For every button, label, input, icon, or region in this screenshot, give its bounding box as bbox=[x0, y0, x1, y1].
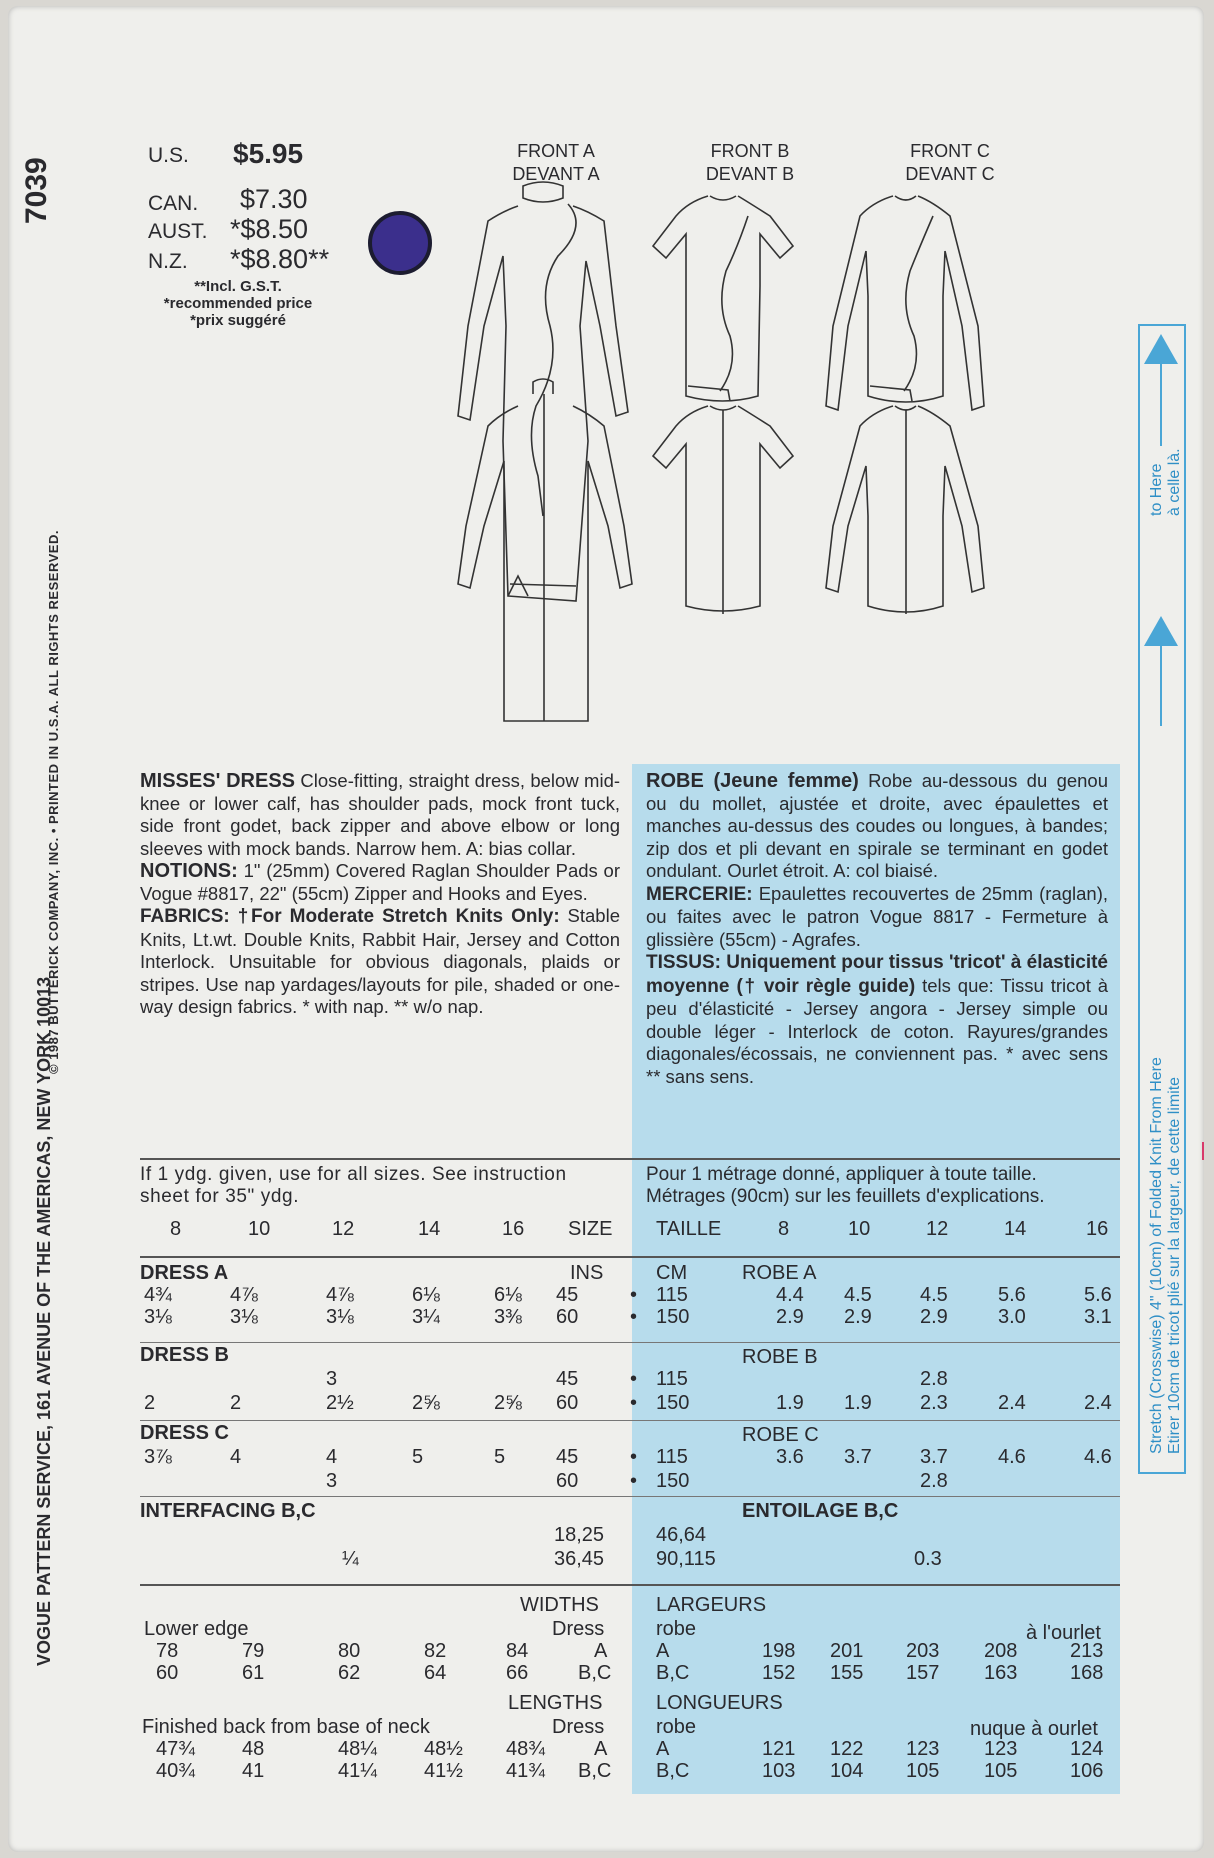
widths-cm-cell: 213 bbox=[1070, 1640, 1104, 1662]
stretch-instruction: Stretch (Crosswise) 4" (10cm) of Folded Knit From Here Etirer 10cm de tricot plié sur la largeur, de cette limite bbox=[1148, 1057, 1183, 1454]
dress_c-m-cell: 4.6 bbox=[1084, 1446, 1112, 1468]
lengths-cm-cell: 123 bbox=[984, 1738, 1018, 1760]
lengths-cm-cell: 123 bbox=[906, 1738, 940, 1760]
taille-8: 8 bbox=[778, 1218, 790, 1240]
taille-label: TAILLE bbox=[656, 1218, 722, 1240]
dress_c-yd-cell: 5 bbox=[412, 1446, 424, 1468]
dress_a-yd-cell: 4⅞ bbox=[230, 1284, 258, 1306]
price-can: $7.30 bbox=[240, 184, 308, 214]
dress_b-m-cell: 2.3 bbox=[920, 1392, 948, 1414]
row-bullet: • bbox=[630, 1470, 638, 1492]
size-14: 14 bbox=[418, 1218, 441, 1240]
widths-cm-cell: 152 bbox=[762, 1662, 796, 1684]
largeurs-sub: à l'ourlet bbox=[1026, 1622, 1101, 1644]
widths-cm-cell: 198 bbox=[762, 1640, 796, 1662]
widths-in-cell: 62 bbox=[338, 1662, 361, 1684]
dress-c-label: DRESS C bbox=[140, 1422, 229, 1444]
stretch-to-here: to Here à celle là. bbox=[1148, 448, 1183, 516]
dress-b-front-drawing bbox=[653, 196, 793, 401]
interfacing-yd: ¼ bbox=[342, 1548, 359, 1570]
cm-label: CM bbox=[656, 1262, 688, 1284]
dress_a-m-cell: 3.1 bbox=[1084, 1306, 1112, 1328]
dress_b-yd-cell: 2½ bbox=[326, 1392, 354, 1414]
view-label-b: FRONT B DEVANT B bbox=[705, 141, 795, 184]
lengths-cm-cell: 106 bbox=[1070, 1760, 1104, 1782]
dress_a-yd-cell: 4¾ bbox=[144, 1284, 172, 1306]
dress-a-back-drawing bbox=[458, 379, 632, 721]
dress-a-front-drawing bbox=[458, 182, 628, 601]
dress_c-yd-cell: 5 bbox=[494, 1446, 506, 1468]
dress-b-label: DRESS B bbox=[140, 1344, 229, 1366]
dress_a-m-cell: 3.0 bbox=[998, 1306, 1026, 1328]
dress_a-m-cell: 5.6 bbox=[1084, 1284, 1112, 1306]
dress_a-cm-cell: 150 bbox=[656, 1306, 690, 1328]
rule-c bbox=[140, 1496, 1120, 1497]
yardage-note-fr: Pour 1 métrage donné, appliquer à toute taille. Métrages (90cm) sur les feuillets d'explications. bbox=[646, 1164, 1045, 1207]
dress_c-m-cell: 3.6 bbox=[776, 1446, 804, 1468]
lengths-in-cell: 40¾ bbox=[156, 1760, 195, 1782]
lengths-cm-cell: 105 bbox=[906, 1760, 940, 1782]
lengths-in-cell: 48 bbox=[242, 1738, 265, 1760]
dress_b-yd-cell: 2 bbox=[144, 1392, 156, 1414]
pattern-envelope-back bbox=[8, 6, 1204, 1852]
dress_a-ins-cell: 45 bbox=[556, 1284, 579, 1306]
taille-16: 16 bbox=[1086, 1218, 1109, 1240]
size-12: 12 bbox=[332, 1218, 355, 1240]
dress_b-cm-cell: 150 bbox=[656, 1392, 690, 1414]
lengths-view-cell: A bbox=[594, 1738, 608, 1760]
interfacing-label: INTERFACING B,C bbox=[140, 1500, 316, 1522]
dress_b-yd-cell: 2⅝ bbox=[412, 1392, 440, 1414]
price-us: $5.95 bbox=[233, 138, 304, 169]
widths-cm-cell: 163 bbox=[984, 1662, 1018, 1684]
dress_a-m-cell: 4.4 bbox=[776, 1284, 804, 1306]
rule-interfacing bbox=[140, 1584, 1120, 1586]
french-description: ROBE (Jeune femme) Robe au-dessous du genou ou du mollet, ajustée et droite, avec épaulettes et manches au-dessus des coudes ou longues, à bandes; zip dos et pli devant en spirale se terminant en godet ondulant. Ourlet étroit. A: col biaisé. MERCERIE: Epaulettes recouvertes de 25mm (raglan), ou faites avec le patron Vogue 8817 - Fermeture à glissière (55cm) - Agrafes. TISSUS: Uniquement pour tissus 'tricot' à élasticité moyenne († voir règle guide) tels que: Tissu tricot à peu d'élasticité - Jersey angora - Jersey simple ou double léger - Interlock de coton. Rayures/grandes diagonales/écossais, ne conviennent pas. * avec sens ** sans sens. bbox=[646, 770, 1109, 1087]
dress_b-yd-cell: 2 bbox=[230, 1392, 242, 1414]
lengths-sub: Finished back from base of neck bbox=[142, 1716, 430, 1738]
widths-dress: Dress bbox=[552, 1618, 605, 1640]
row-bullet: • bbox=[630, 1368, 638, 1390]
price-aust-label: AUST. bbox=[148, 220, 208, 243]
widths-view-cell: B,C bbox=[578, 1662, 612, 1684]
longueurs-sub: nuque à ourlet bbox=[970, 1718, 1098, 1740]
dress_a-yd-cell: 3⅛ bbox=[144, 1306, 172, 1328]
interfacing-m: 0.3 bbox=[914, 1548, 942, 1570]
dress_a-cm-cell: 115 bbox=[656, 1284, 688, 1306]
dress_c-cm-cell: 115 bbox=[656, 1446, 688, 1468]
taille-10: 10 bbox=[848, 1218, 871, 1240]
lengths-view-fr-cell: A bbox=[656, 1738, 670, 1760]
lengths-in-cell: 41¼ bbox=[338, 1760, 377, 1782]
arrow-up-icon bbox=[1144, 334, 1178, 364]
dress_b-m-cell: 2.4 bbox=[998, 1392, 1026, 1414]
widths-in-cell: 80 bbox=[338, 1640, 361, 1662]
dress_b-m-cell: 2.4 bbox=[1084, 1392, 1112, 1414]
dress_a-m-cell: 4.5 bbox=[920, 1284, 948, 1306]
lengths-in-cell: 48½ bbox=[424, 1738, 463, 1760]
dress_c-ins-cell: 45 bbox=[556, 1446, 579, 1468]
interfacing-ins-2: 36,45 bbox=[554, 1548, 605, 1570]
widths-cm-cell: 203 bbox=[906, 1640, 940, 1662]
dress_a-m-cell: 5.6 bbox=[998, 1284, 1026, 1306]
dress_a-yd-cell: 3⅛ bbox=[230, 1306, 258, 1328]
color-dot bbox=[368, 211, 432, 275]
widths-view-fr-cell: A bbox=[656, 1640, 670, 1662]
row-bullet: • bbox=[630, 1446, 638, 1468]
dress_b-ins-cell: 60 bbox=[556, 1392, 579, 1414]
dress-a-label: DRESS A bbox=[140, 1262, 229, 1284]
widths-in-cell: 64 bbox=[424, 1662, 447, 1684]
interfacing-ins-1: 18,25 bbox=[554, 1524, 605, 1546]
rule-a bbox=[140, 1342, 1120, 1343]
dress_c-m-cell: 3.7 bbox=[920, 1446, 948, 1468]
stretch-arrows bbox=[1140, 326, 1182, 866]
robe-a-label: ROBE A bbox=[742, 1262, 817, 1284]
dress_a-m-cell: 2.9 bbox=[920, 1306, 948, 1328]
dress_a-ins-cell: 60 bbox=[556, 1306, 579, 1328]
dress_c-cm-cell: 150 bbox=[656, 1470, 690, 1492]
price-aust: *$8.50 bbox=[230, 214, 309, 244]
dress_c-m-cell: 3.7 bbox=[844, 1446, 872, 1468]
row-bullet: • bbox=[630, 1392, 638, 1414]
taille-14: 14 bbox=[1004, 1218, 1027, 1240]
longueurs-label: LONGUEURS bbox=[656, 1692, 783, 1714]
dress_b-m-cell: 1.9 bbox=[844, 1392, 872, 1414]
lengths-in-cell: 41¾ bbox=[506, 1760, 545, 1782]
size-10: 10 bbox=[248, 1218, 271, 1240]
dress_a-yd-cell: 3⅜ bbox=[494, 1306, 522, 1328]
entoilage-label: ENTOILAGE B,C bbox=[742, 1500, 899, 1522]
widths-in-cell: 84 bbox=[506, 1640, 529, 1662]
widths-cm-cell: 208 bbox=[984, 1640, 1018, 1662]
price-nz: *$8.80** bbox=[230, 244, 330, 274]
english-description: MISSES' DRESS Close-fitting, straight dress, below mid-knee or lower calf, has shoulder pads, mock front tuck, side front godet, back zipper and above elbow or long sleeves with mock bands. Narrow hem. A: bias collar. NOTIONS: 1" (25mm) Covered Raglan Shoulder Pads or Vogue #8817, 22" (55cm) Zipper and Hooks and Eyes. FABRICS: †For Moderate Stretch Knits Only: Stable Knits, Lt.wt. Double Knits, Rabbit Hair, Jersey and Cotton Interlock. Unsuitable for obvious diagonals, plaids or stripes. Use nap yardages/layouts for pile, shaded or one-way design fabrics. * with nap. ** w/o nap. bbox=[140, 770, 621, 1017]
dress_a-m-cell: 4.5 bbox=[844, 1284, 872, 1306]
view-label-c: FRONT C DEVANT C bbox=[905, 141, 995, 184]
widths-in-cell: 82 bbox=[424, 1640, 447, 1662]
widths-cm-cell: 157 bbox=[906, 1662, 940, 1684]
largeurs-label: LARGEURS bbox=[656, 1594, 767, 1616]
widths-cm-cell: 155 bbox=[830, 1662, 864, 1684]
garment-drawings bbox=[448, 176, 1048, 726]
robe-c-label: ROBE C bbox=[742, 1424, 819, 1446]
dress-c-back-drawing bbox=[826, 406, 984, 614]
lengths-cm-cell: 104 bbox=[830, 1760, 864, 1782]
pattern-number: 7039 bbox=[20, 157, 53, 224]
widths-label: WIDTHS bbox=[520, 1594, 599, 1616]
size-8: 8 bbox=[170, 1218, 182, 1240]
ins-label: INS bbox=[570, 1262, 604, 1284]
lengths-dress: Dress bbox=[552, 1716, 605, 1738]
view-label-a: FRONT A DEVANT A bbox=[512, 141, 600, 184]
longueurs-robe: robe bbox=[656, 1716, 697, 1738]
row-bullet: • bbox=[630, 1284, 638, 1306]
yardage-note: If 1 ydg. given, use for all sizes. See instruction sheet for 35" ydg. bbox=[140, 1164, 567, 1207]
dress_b-ins-cell: 45 bbox=[556, 1368, 579, 1390]
table-top-rule bbox=[140, 1158, 1120, 1160]
widths-in-cell: 79 bbox=[242, 1640, 265, 1662]
dress_c-m-cell: 4.6 bbox=[998, 1446, 1026, 1468]
dress_a-yd-cell: 4⅞ bbox=[326, 1284, 354, 1306]
dress_b-m-cell: 1.9 bbox=[776, 1392, 804, 1414]
note-recommended: *recommended price bbox=[163, 295, 313, 312]
dress_c-yd-cell: 3⅞ bbox=[144, 1446, 172, 1468]
pink-mark bbox=[1202, 1142, 1204, 1160]
price-can-label: CAN. bbox=[148, 192, 199, 215]
dress_a-yd-cell: 6⅛ bbox=[494, 1284, 522, 1306]
arrow-up-icon-2 bbox=[1144, 616, 1178, 646]
widths-cm-cell: 168 bbox=[1070, 1662, 1104, 1684]
lengths-view-cell: B,C bbox=[578, 1760, 612, 1782]
widths-sub: Lower edge bbox=[144, 1618, 249, 1640]
dress_a-m-cell: 2.9 bbox=[776, 1306, 804, 1328]
dress_c-yd-cell: 4 bbox=[230, 1446, 242, 1468]
lengths-cm-cell: 122 bbox=[830, 1738, 864, 1760]
widths-in-cell: 78 bbox=[156, 1640, 179, 1662]
dress_a-yd-cell: 6⅛ bbox=[412, 1284, 440, 1306]
dress_c-m-cell: 2.8 bbox=[920, 1470, 948, 1492]
dress_c-ins-cell: 60 bbox=[556, 1470, 579, 1492]
publisher-address: VOGUE PATTERN SERVICE, 161 AVENUE OF THE AMERICAS, NEW YORK 10013 bbox=[34, 976, 54, 1666]
interfacing-cm-1: 46,64 bbox=[656, 1524, 707, 1546]
lengths-cm-cell: 105 bbox=[984, 1760, 1018, 1782]
lengths-view-fr-cell: B,C bbox=[656, 1760, 690, 1782]
dress_b-m-cell: 2.8 bbox=[920, 1368, 948, 1390]
price-nz-label: N.Z. bbox=[148, 250, 188, 273]
dress_a-m-cell: 2.9 bbox=[844, 1306, 872, 1328]
lengths-in-cell: 48¾ bbox=[506, 1738, 545, 1760]
lengths-cm-cell: 121 bbox=[762, 1738, 796, 1760]
row-bullet: • bbox=[630, 1306, 638, 1328]
widths-view-cell: A bbox=[594, 1640, 608, 1662]
widths-cm-cell: 201 bbox=[830, 1640, 864, 1662]
largeurs-robe: robe bbox=[656, 1618, 697, 1640]
lengths-label: LENGTHS bbox=[508, 1692, 603, 1714]
dress_c-yd-cell: 4 bbox=[326, 1446, 338, 1468]
robe-b-label: ROBE B bbox=[742, 1346, 818, 1368]
lengths-cm-cell: 103 bbox=[762, 1760, 796, 1782]
dress_b-yd-cell: 3 bbox=[326, 1368, 338, 1390]
copyright-line: © 1987 BUTTERICK COMPANY, INC. • PRINTED IN U.S.A. ALL RIGHTS RESERVED. bbox=[46, 530, 61, 1074]
widths-in-cell: 60 bbox=[156, 1662, 179, 1684]
dress_c-yd-cell: 3 bbox=[326, 1470, 338, 1492]
dress_b-cm-cell: 115 bbox=[656, 1368, 688, 1390]
lengths-in-cell: 48¼ bbox=[338, 1738, 377, 1760]
rule-b bbox=[140, 1420, 1120, 1421]
sizes-rule bbox=[140, 1256, 1120, 1258]
lengths-in-cell: 47¾ bbox=[156, 1738, 195, 1760]
note-gst: **Incl. G.S.T. bbox=[194, 278, 282, 295]
widths-in-cell: 66 bbox=[506, 1662, 529, 1684]
dress_b-yd-cell: 2⅝ bbox=[494, 1392, 522, 1414]
size-16: 16 bbox=[502, 1218, 525, 1240]
dress-c-front-drawing bbox=[826, 196, 984, 410]
dress_a-yd-cell: 3⅛ bbox=[326, 1306, 354, 1328]
widths-view-fr-cell: B,C bbox=[656, 1662, 690, 1684]
lengths-in-cell: 41½ bbox=[424, 1760, 463, 1782]
price-notes bbox=[138, 278, 338, 329]
lengths-cm-cell: 124 bbox=[1070, 1738, 1104, 1760]
lengths-in-cell: 41 bbox=[242, 1760, 265, 1782]
widths-in-cell: 61 bbox=[242, 1662, 265, 1684]
note-suggere: *prix suggéré bbox=[190, 312, 286, 329]
dress-b-back-drawing bbox=[653, 406, 793, 614]
dress_a-yd-cell: 3¼ bbox=[412, 1306, 440, 1328]
interfacing-cm-2: 90,115 bbox=[656, 1548, 716, 1570]
size-label: SIZE bbox=[568, 1218, 613, 1240]
price-us-label: U.S. bbox=[148, 144, 189, 167]
taille-12: 12 bbox=[926, 1218, 949, 1240]
